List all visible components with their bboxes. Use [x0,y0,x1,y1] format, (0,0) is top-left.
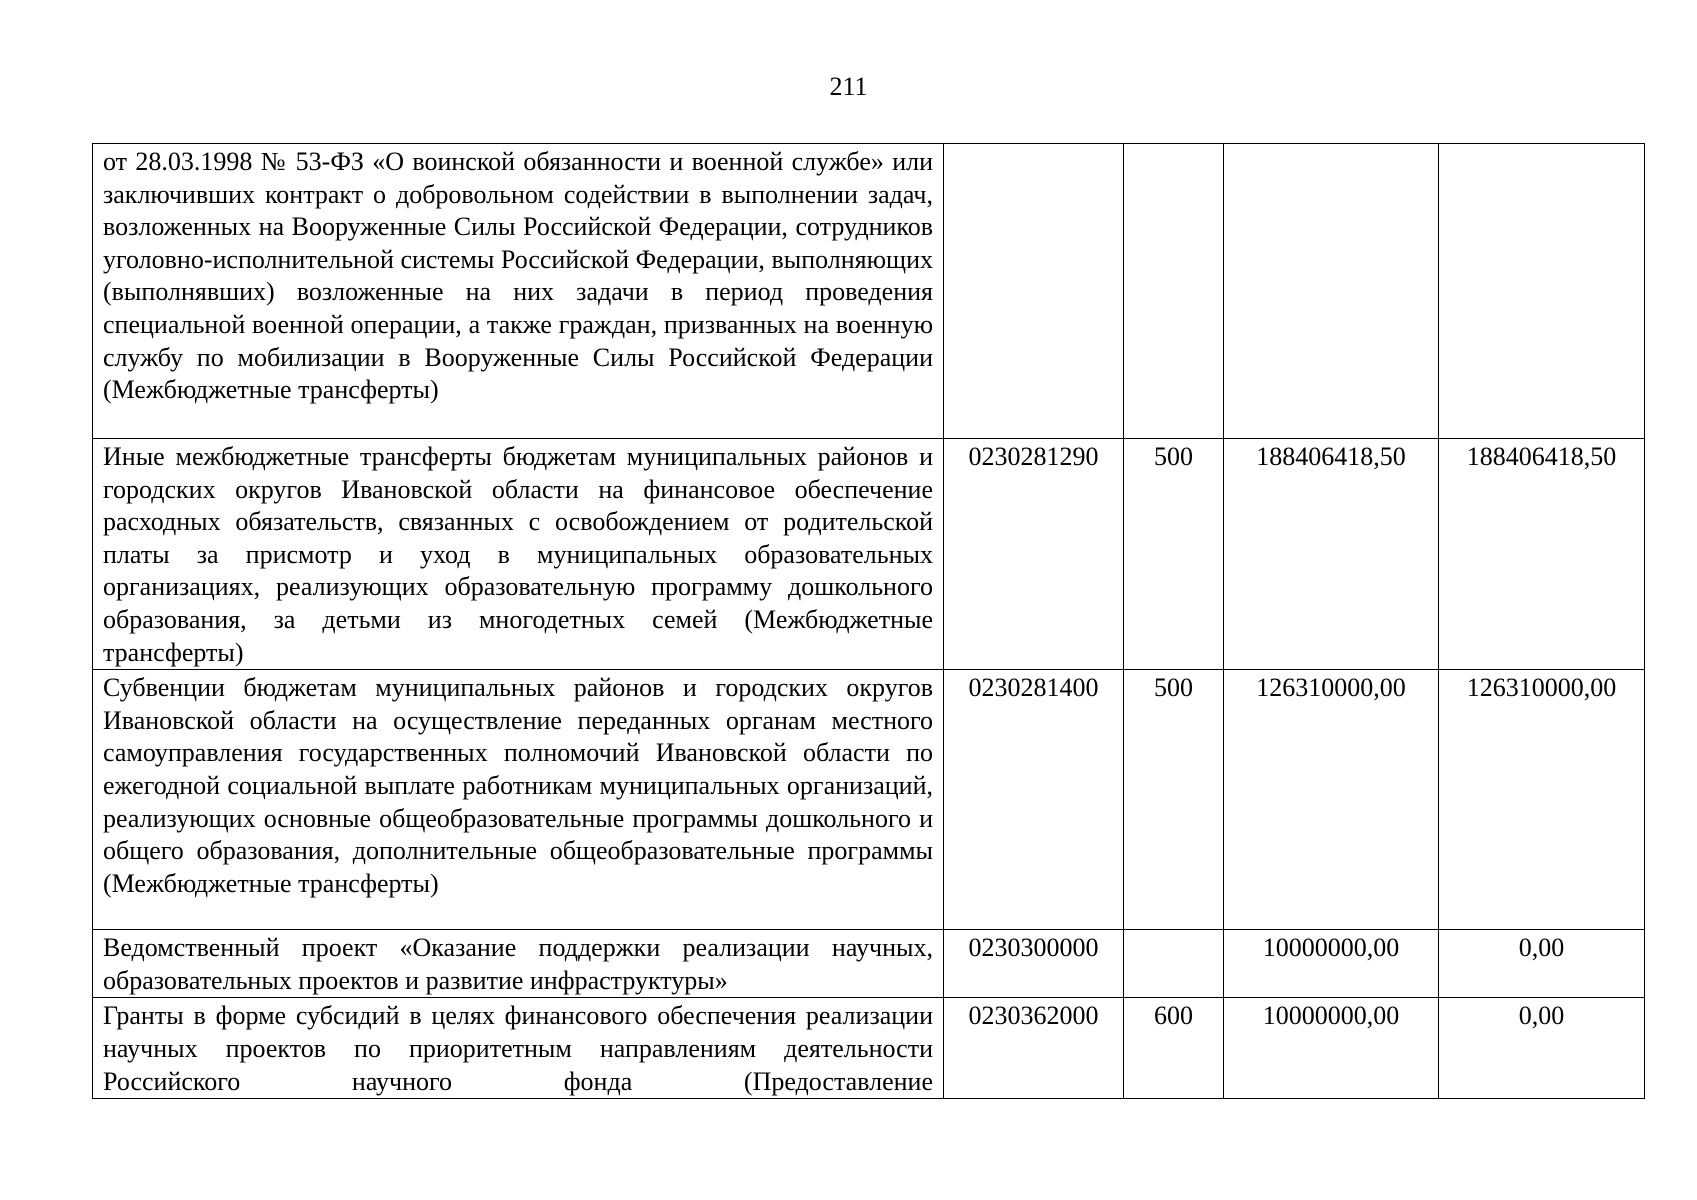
budget-table [92,143,1645,1099]
row-description: Ведомственный проект «Оказание поддержки реализации научных, образовательных проектов и развитие инфраструктуры» [93,930,944,998]
table-row [93,670,1645,930]
amount-cell-1 [1224,144,1439,439]
row-description: Иные межбюджетные трансферты бюджетам муниципальных районов и городских округов Ивановской области на финансовое обеспечение расходных обязательств, связанных с освобождением от родительской платы за присмотр и уход в муниципальных образовательных организациях, реализующих образовательную программу дошкольного образования, за детьми из многодетных семей (Межбюджетные трансферты) [93,439,944,670]
amount-cell-1: 10000000,00 [1224,998,1439,1099]
row-description: Гранты в форме субсидий в целях финансового обеспечения реализации научных проектов по приоритетным направлениям деятельности Российского научного фонда (Предоставление [103,1001,933,1096]
expense-type-cell: 500 [1124,670,1224,930]
expense-type-cell [1124,144,1224,439]
table-row [93,998,1645,1099]
amount-cell-1: 188406418,50 [1224,439,1439,670]
expense-type-cell [1124,930,1224,998]
page-number: 211 [829,72,868,101]
expense-type-cell: 500 [1124,439,1224,670]
table-row [93,439,1645,670]
table-row [93,930,1645,998]
row-description-cell [93,998,944,1099]
table-row [93,144,1645,439]
expense-type-cell: 600 [1124,998,1224,1099]
target-code-cell [944,144,1124,439]
target-code-cell: 0230281290 [944,439,1124,670]
target-code-cell: 0230281400 [944,670,1124,930]
amount-cell-1: 10000000,00 [1224,930,1439,998]
target-code-cell: 0230362000 [944,998,1124,1099]
amount-cell-2: 126310000,00 [1439,670,1645,930]
row-description: Субвенции бюджетам муниципальных районов и городских округов Ивановской области на осуществление переданных органам местного самоуправления государственных полномочий Ивановской области по ежегодной социальной выплате работникам муниципальных организаций, реализующих основные общеобразовательные программы дошкольного и общего образования, дополнительные общеобразовательные программы (Межбюджетные трансферты) [93,670,944,930]
amount-cell-2: 0,00 [1439,930,1645,998]
amount-cell-2: 188406418,50 [1439,439,1645,670]
amount-cell-2 [1439,144,1645,439]
row-description: от 28.03.1998 № 53-ФЗ «О воинской обязанности и военной службе» или заключивших контракт о добровольном содействии в выполнении задач, возложенных на Вооруженные Силы Российской Федерации, сотрудников уголовно-исполнительной системы Российской Федерации, выполняющих (выполнявших) возложенные на них задачи в период проведения специальной военной операции, а также граждан, призванных на военную службу по мобилизации в Вооруженные Силы Российской Федерации (Межбюджетные трансферты) [93,144,944,439]
amount-cell-1: 126310000,00 [1224,670,1439,930]
target-code-cell: 0230300000 [944,930,1124,998]
amount-cell-2: 0,00 [1439,998,1645,1099]
